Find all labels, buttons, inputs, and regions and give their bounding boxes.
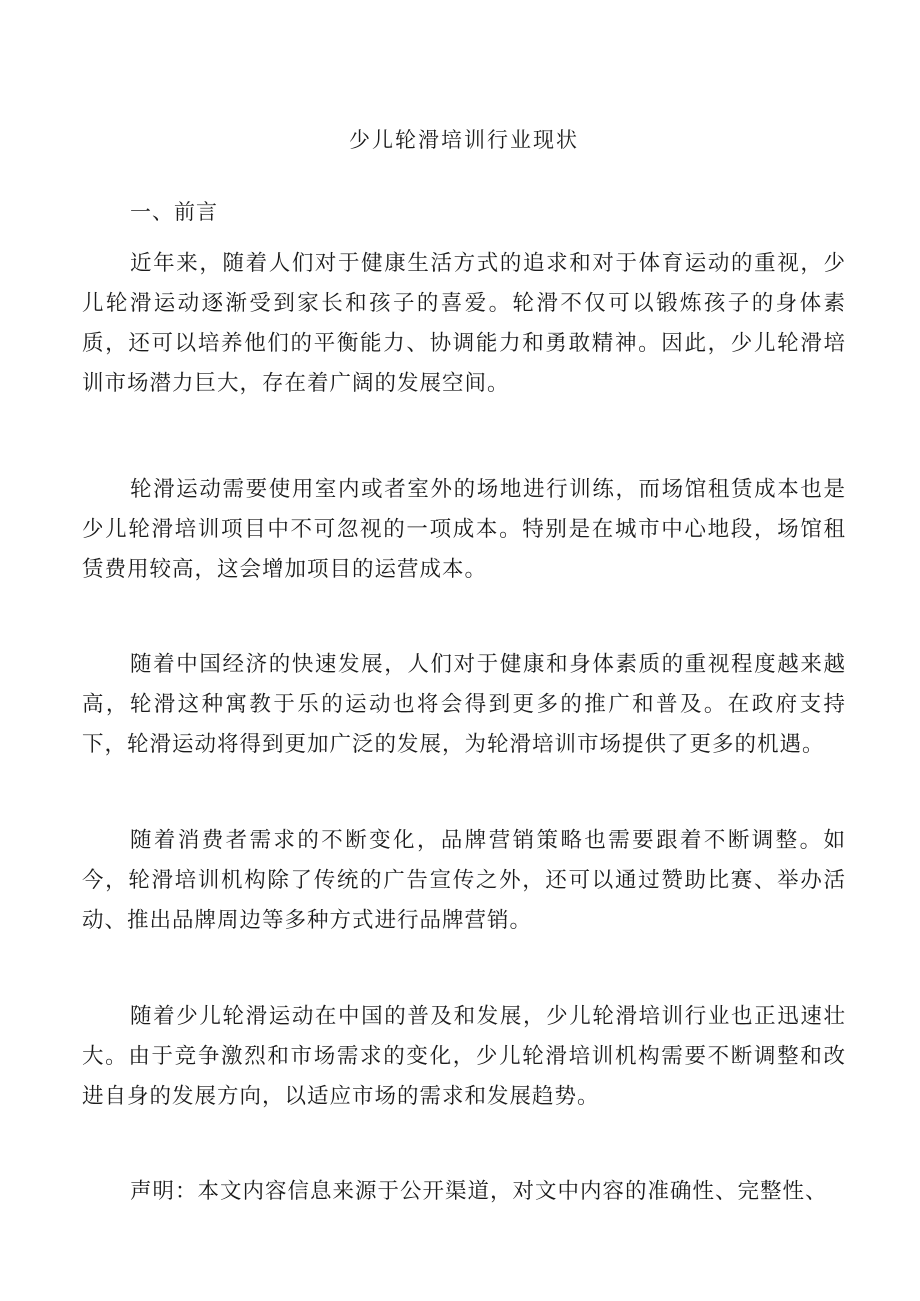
paragraph-disclaimer: 声明：本文内容信息来源于公开渠道，对文中内容的准确性、完整性、: [130, 1179, 828, 1204]
paragraph-economic-development: 随着中国经济的快速发展，人们对于健康和身体素质的重视程度越来越高，轮滑这种寓教于乐的运动也将会得到更多的推广和普及。在政府支持下，轮滑运动将得到更加广泛的发展，为轮滑培训市场提供了更多的机遇。: [82, 652, 846, 757]
paragraph-brand-marketing: 随着消费者需求的不断变化，品牌营销策略也需要跟着不断调整。如今，轮滑培训机构除了传统的广告宣传之外，还可以通过赞助比赛、举办活动、推出品牌周边等多种方式进行品牌营销。: [82, 828, 846, 933]
paragraph-industry-growth: 随着少儿轮滑运动在中国的普及和发展，少儿轮滑培训行业也正迅速壮大。由于竞争激烈和市场需求的变化，少儿轮滑培训机构需要不断调整和改进自身的发展方向，以适应市场的需求和发展趋势。: [82, 1004, 846, 1109]
document-title: 少儿轮滑培训行业现状: [349, 128, 579, 152]
section-heading-preface: 一、前言: [130, 200, 218, 224]
document-page: [82, 0, 846, 1301]
paragraph-intro: 近年来，随着人们对于健康生活方式的追求和对于体育运动的重视，少儿轮滑运动逐渐受到家长和孩子的喜爱。轮滑不仅可以锻炼孩子的身体素质，还可以培养他们的平衡能力、协调能力和勇敢精神。因此，少儿轮滑培训市场潜力巨大，存在着广阔的发展空间。: [82, 251, 846, 396]
paragraph-venue-cost: 轮滑运动需要使用室内或者室外的场地进行训练，而场馆租赁成本也是少儿轮滑培训项目中不可忽视的一项成本。特别是在城市中心地段，场馆租赁费用较高，这会增加项目的运营成本。: [82, 477, 846, 582]
